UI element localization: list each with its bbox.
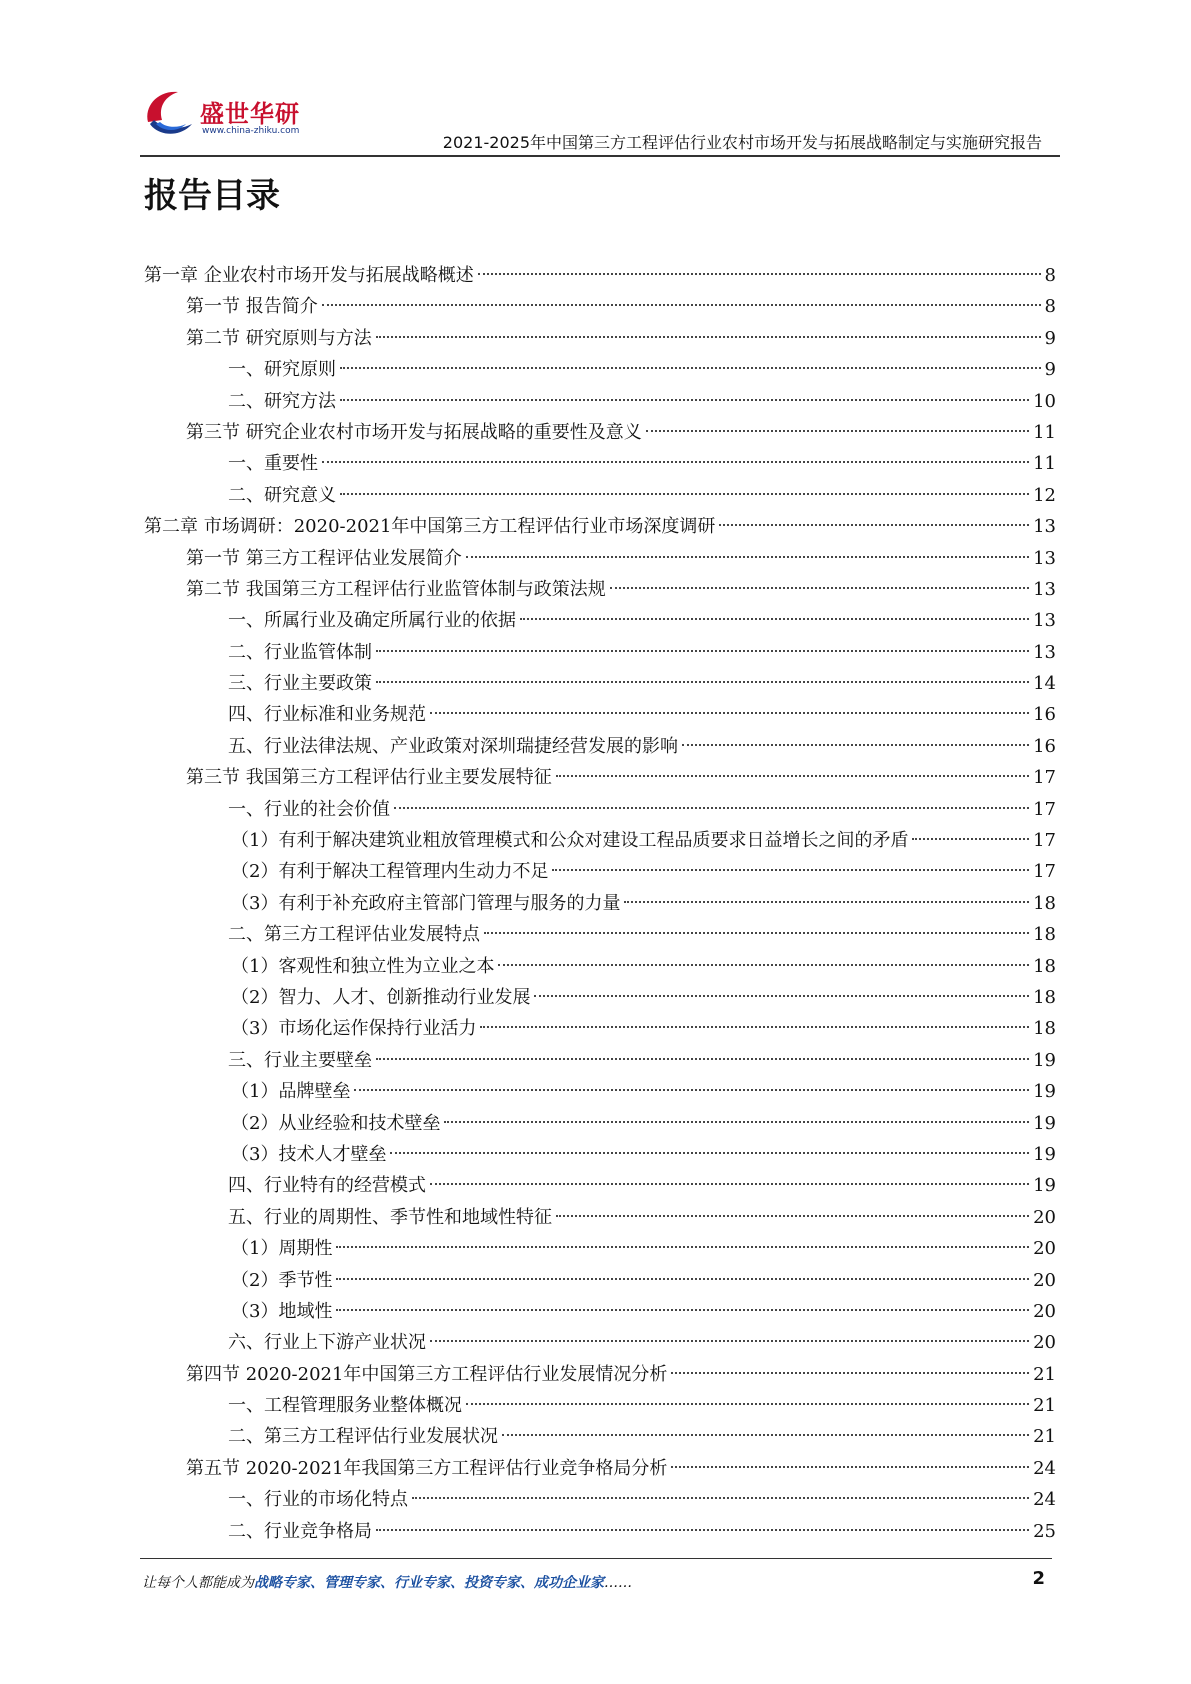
toc-entry-title: 四、行业特有的经营模式 [228, 1175, 426, 1197]
toc-entry[interactable] [144, 1108, 1056, 1139]
toc-leader-dots [556, 1215, 1029, 1217]
toc-entry-page: 13 [1033, 547, 1056, 569]
toc-entry[interactable] [144, 1139, 1056, 1170]
toc-entry-title: （1）有利于解决建筑业粗放管理模式和公众对建设工程品质要求日益增长之间的矛盾 [231, 830, 909, 852]
logo-name: 盛世华研 [200, 100, 300, 128]
toc-entry-title: 二、第三方工程评估行业发展状况 [228, 1426, 498, 1448]
toc-entry-page: 21 [1033, 1363, 1056, 1385]
page-header [140, 80, 1060, 158]
toc-entry[interactable] [144, 1453, 1056, 1484]
toc-entry-page: 21 [1033, 1395, 1056, 1417]
toc-entry[interactable] [144, 1045, 1056, 1076]
toc-entry-title: （3）有利于补充政府主管部门管理与服务的力量 [231, 892, 621, 914]
toc-entry-page: 18 [1033, 955, 1056, 977]
toc-entry-title: 二、行业竞争格局 [228, 1520, 372, 1542]
toc-entry-title: 第二节 我国第三方工程评估行业监管体制与政策法规 [186, 578, 606, 600]
toc-entry-title: 第一章 企业农村市场开发与拓展战略概述 [144, 265, 474, 286]
toc-entry[interactable] [144, 637, 1056, 668]
toc-entry[interactable] [144, 856, 1056, 887]
footer-suffix: …… [604, 1575, 632, 1591]
toc-leader-dots [671, 1372, 1029, 1374]
toc-entry[interactable] [144, 1359, 1056, 1390]
toc-entry[interactable] [144, 260, 1056, 291]
toc-entry-page: 25 [1033, 1520, 1056, 1542]
toc-entry-page: 9 [1044, 327, 1056, 349]
toc-leader-dots [671, 1466, 1029, 1468]
toc-entry-title: （1）周期性 [231, 1238, 333, 1260]
toc-entry-page: 10 [1033, 390, 1056, 412]
toc-entry-title: （2）有利于解决工程管理内生动力不足 [231, 861, 549, 883]
toc-entry[interactable] [144, 511, 1056, 542]
toc-leader-dots [912, 838, 1029, 840]
footer-divider [140, 1558, 1052, 1559]
toc-leader-dots [336, 1278, 1029, 1280]
toc-entry-page: 20 [1033, 1206, 1056, 1228]
toc-entry[interactable] [144, 668, 1056, 699]
toc-entry-title: 一、研究原则 [228, 359, 336, 381]
toc-entry-page: 13 [1033, 641, 1056, 663]
toc-entry[interactable] [144, 1170, 1056, 1201]
toc-entry-page: 19 [1033, 1049, 1056, 1071]
toc-entry-title: （3）地域性 [231, 1300, 333, 1322]
toc-entry[interactable] [144, 1421, 1056, 1452]
toc-entry[interactable] [144, 1202, 1056, 1233]
toc-entry-page: 18 [1033, 924, 1056, 946]
toc-entry-title: 第二章 市场调研：2020-2021年中国第三方工程评估行业市场深度调研 [144, 516, 716, 538]
company-logo [140, 80, 320, 150]
toc-entry-page: 13 [1033, 516, 1056, 538]
toc-entry-page: 11 [1033, 421, 1056, 443]
toc-entry-title: 第三节 研究企业农村市场开发与拓展战略的重要性及意义 [186, 421, 642, 443]
footer-slogan [142, 1572, 632, 1592]
toc-entry[interactable] [144, 1233, 1056, 1264]
toc-entry-title: 六、行业上下游产业状况 [228, 1332, 426, 1354]
toc-leader-dots [376, 1058, 1029, 1060]
header-divider [140, 155, 1060, 157]
toc-entry-page: 17 [1033, 767, 1056, 789]
toc-leader-dots [340, 493, 1029, 495]
toc-entry-title: 三、行业主要壁垒 [228, 1049, 372, 1071]
toc-entry-title: 一、工程管理服务业整体概况 [228, 1395, 462, 1417]
toc-entry-title: 第五节 2020-2021年我国第三方工程评估行业竞争格局分析 [186, 1457, 668, 1479]
toc-entry-title: 二、行业监管体制 [228, 641, 372, 663]
toc-leader-dots [322, 304, 1041, 306]
toc-entry-page: 17 [1033, 861, 1056, 883]
toc-entry-title: 一、行业的社会价值 [228, 798, 390, 820]
toc-entry-title: 第四节 2020-2021年中国第三方工程评估行业发展情况分析 [186, 1363, 668, 1385]
toc-leader-dots [520, 618, 1029, 620]
logo-url: www.china-zhiku.com [202, 126, 300, 136]
toc-entry[interactable] [144, 574, 1056, 605]
toc-leader-dots [552, 869, 1029, 871]
toc-entry[interactable] [144, 1327, 1056, 1358]
toc-entry-title: 第三节 我国第三方工程评估行业主要发展特征 [186, 767, 552, 789]
toc-entry-title: 五、行业的周期性、季节性和地域性特征 [228, 1206, 552, 1228]
toc-leader-dots [376, 1529, 1029, 1531]
toc-leader-dots [624, 901, 1029, 903]
toc-leader-dots [376, 650, 1029, 652]
toc-entry[interactable] [144, 951, 1056, 982]
toc-leader-dots [498, 964, 1029, 966]
toc-entry-page: 17 [1033, 798, 1056, 820]
toc-entry[interactable] [144, 386, 1056, 417]
toc-leader-dots [646, 430, 1029, 432]
toc-entry-title: 第一节 第三方工程评估业发展简介 [186, 547, 462, 569]
toc-entry-page: 19 [1033, 1112, 1056, 1134]
toc-entry-page: 20 [1033, 1332, 1056, 1354]
toc-leader-dots [610, 587, 1029, 589]
toc-entry[interactable] [144, 919, 1056, 950]
toc-entry-page: 16 [1033, 704, 1056, 726]
toc-entry-page: 19 [1033, 1081, 1056, 1103]
toc-leader-dots [502, 1434, 1029, 1436]
page-title: 报告目录 [144, 176, 280, 216]
toc-entry-title: （3）市场化运作保持行业活力 [231, 1018, 477, 1040]
toc-entry-title: 一、重要性 [228, 453, 318, 475]
toc-entry[interactable] [144, 1484, 1056, 1515]
toc-entry[interactable] [144, 731, 1056, 762]
toc-leader-dots [556, 775, 1029, 777]
toc-entry[interactable] [144, 605, 1056, 636]
toc-leader-dots [354, 1089, 1029, 1091]
toc-leader-dots [336, 1246, 1029, 1248]
toc-entry-page: 8 [1044, 265, 1056, 286]
toc-entry[interactable] [144, 825, 1056, 856]
toc-entry-title: 二、研究意义 [228, 484, 336, 506]
toc-entry-title: 二、研究方法 [228, 390, 336, 412]
toc-entry[interactable] [144, 888, 1056, 919]
toc-entry-page: 14 [1033, 673, 1056, 695]
footer-prefix: 让每个人都能成为 [142, 1575, 254, 1591]
toc-entry-page: 9 [1044, 359, 1056, 381]
toc-leader-dots [480, 1026, 1029, 1028]
toc-entry[interactable] [144, 291, 1056, 322]
toc-leader-dots [376, 336, 1041, 338]
toc-entry[interactable] [144, 1296, 1056, 1327]
toc-leader-dots [534, 995, 1029, 997]
toc-leader-dots [340, 367, 1041, 369]
toc-entry[interactable] [144, 1013, 1056, 1044]
toc-leader-dots [466, 556, 1029, 558]
toc-entry-title: （1）客观性和独立性为立业之本 [231, 955, 495, 977]
toc-entry-page: 17 [1033, 830, 1056, 852]
toc-leader-dots [340, 399, 1029, 401]
toc-entry-page: 18 [1033, 986, 1056, 1008]
toc-entry-page: 24 [1033, 1489, 1056, 1511]
toc-entry-page: 20 [1033, 1238, 1056, 1260]
toc-entry-title: 三、行业主要政策 [228, 673, 372, 695]
toc-leader-dots [376, 681, 1029, 683]
toc-leader-dots [719, 524, 1029, 526]
toc-entry-title: （2）智力、人才、创新推动行业发展 [231, 986, 531, 1008]
toc-entry-title: （1）品牌壁垒 [231, 1081, 351, 1103]
toc-entry-page: 8 [1044, 296, 1056, 318]
toc-leader-dots [390, 1152, 1029, 1154]
toc-entry-title: 一、所属行业及确定所属行业的依据 [228, 610, 516, 632]
toc-entry-page: 13 [1033, 610, 1056, 632]
footer-highlight: 战略专家、管理专家、行业专家、投资专家、成功企业家 [254, 1575, 604, 1591]
toc-entry-title: （2）季节性 [231, 1269, 333, 1291]
toc-leader-dots [478, 273, 1041, 275]
page-number: 2 [1032, 1568, 1045, 1589]
toc-entry-title: 二、第三方工程评估业发展特点 [228, 924, 480, 946]
toc-entry-page: 16 [1033, 735, 1056, 757]
toc-leader-dots [322, 461, 1029, 463]
toc-entry-title: 第二节 研究原则与方法 [186, 327, 372, 349]
toc-entry[interactable] [144, 982, 1056, 1013]
toc-entry[interactable] [144, 448, 1056, 479]
toc-leader-dots [394, 807, 1029, 809]
toc-leader-dots [682, 744, 1029, 746]
toc-entry-page: 20 [1033, 1269, 1056, 1291]
toc-entry[interactable] [144, 1516, 1056, 1547]
toc-entry[interactable] [144, 1390, 1056, 1421]
toc-leader-dots [430, 712, 1029, 714]
toc-entry-page: 18 [1033, 892, 1056, 914]
toc-leader-dots [430, 1340, 1029, 1342]
toc-entry[interactable] [144, 354, 1056, 385]
toc-entry[interactable] [144, 1076, 1056, 1107]
toc-entry-title: 四、行业标准和业务规范 [228, 704, 426, 726]
toc-entry[interactable] [144, 762, 1056, 793]
toc-entry-page: 11 [1033, 453, 1056, 475]
toc-entry-title: 第一节 报告简介 [186, 296, 318, 318]
toc-entry[interactable] [144, 699, 1056, 730]
toc-entry-title: 五、行业法律法规、产业政策对深圳瑞捷经营发展的影响 [228, 735, 678, 757]
table-of-contents [144, 260, 1056, 1547]
toc-entry[interactable] [144, 323, 1056, 354]
toc-leader-dots [412, 1497, 1029, 1499]
toc-entry[interactable] [144, 480, 1056, 511]
toc-entry-page: 13 [1033, 578, 1056, 600]
toc-entry-page: 20 [1033, 1300, 1056, 1322]
toc-leader-dots [336, 1309, 1029, 1311]
toc-entry-page: 24 [1033, 1457, 1056, 1479]
toc-entry-page: 21 [1033, 1426, 1056, 1448]
toc-entry-title: （3）技术人才壁垒 [231, 1143, 387, 1165]
toc-leader-dots [444, 1121, 1029, 1123]
toc-entry-page: 19 [1033, 1175, 1056, 1197]
toc-leader-dots [484, 932, 1029, 934]
toc-entry-page: 19 [1033, 1143, 1056, 1165]
toc-entry-page: 12 [1033, 484, 1056, 506]
toc-entry[interactable] [144, 1265, 1056, 1296]
logo-icon [140, 84, 200, 144]
toc-leader-dots [430, 1183, 1029, 1185]
toc-entry[interactable] [144, 543, 1056, 574]
toc-entry-title: （2）从业经验和技术壁垒 [231, 1112, 441, 1134]
report-title: 2021-2025年中国第三方工程评估行业农村市场开发与拓展战略制定与实施研究报告 [442, 133, 1042, 152]
toc-entry-title: 一、行业的市场化特点 [228, 1489, 408, 1511]
toc-entry[interactable] [144, 417, 1056, 448]
toc-entry[interactable] [144, 794, 1056, 825]
toc-leader-dots [466, 1403, 1029, 1405]
toc-entry-page: 18 [1033, 1018, 1056, 1040]
